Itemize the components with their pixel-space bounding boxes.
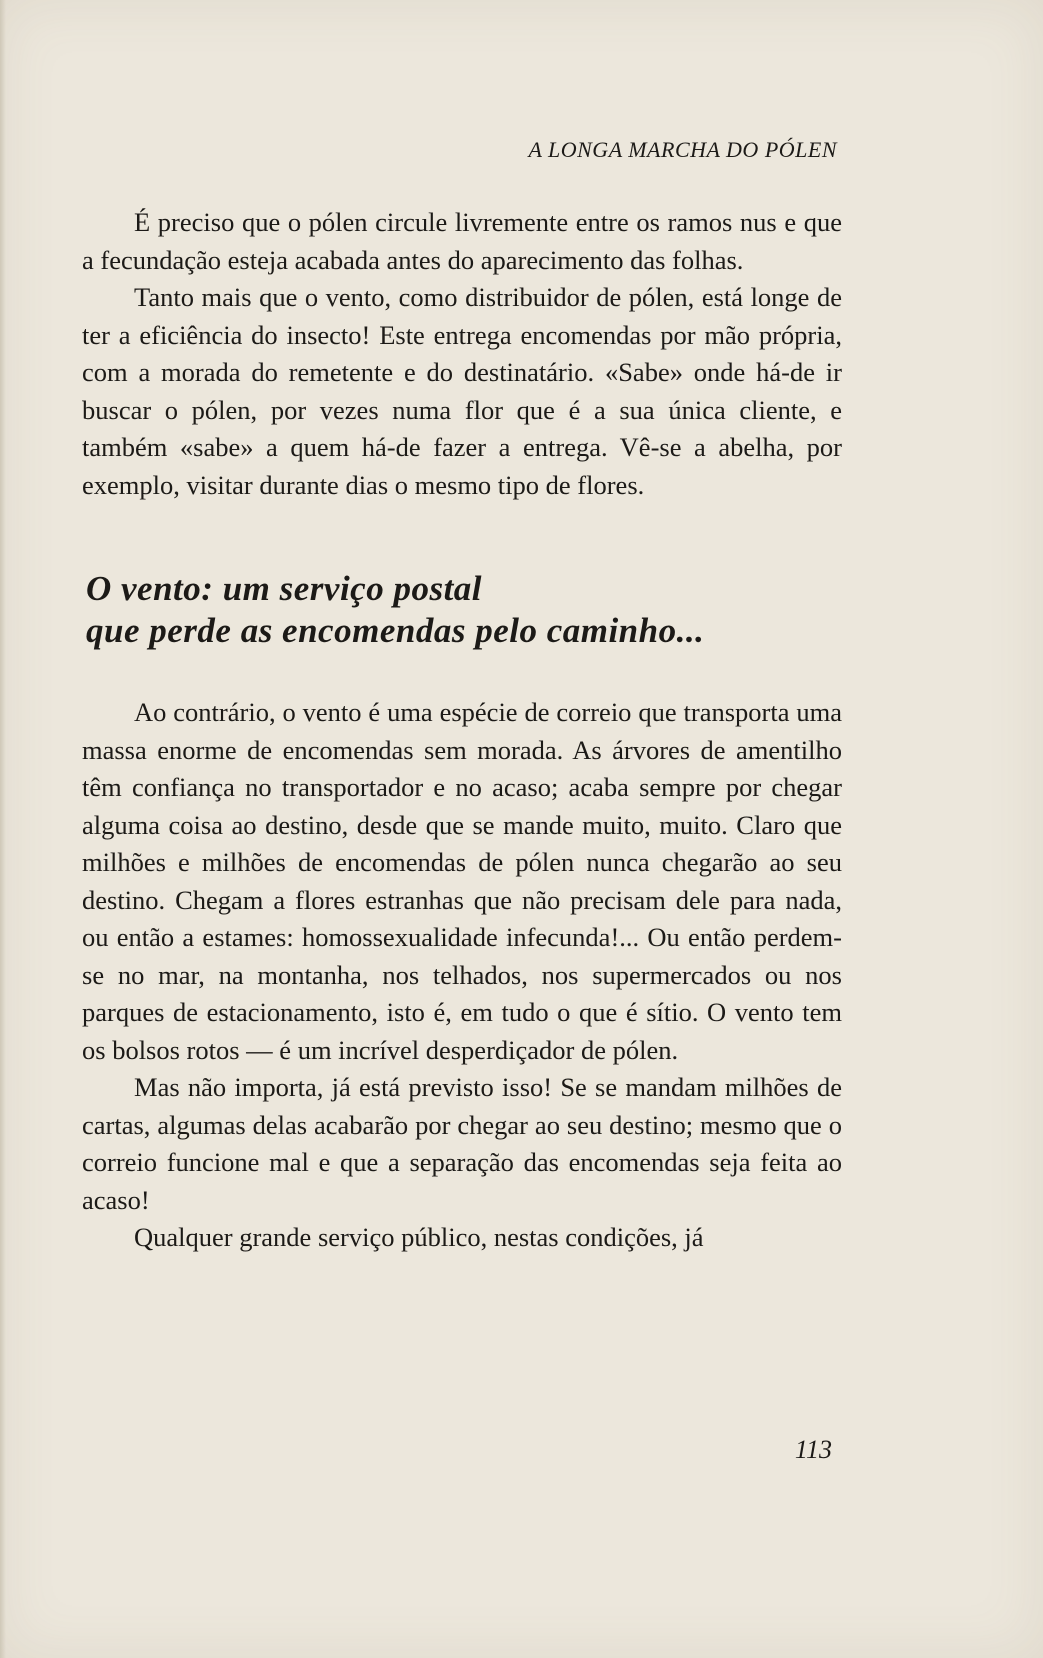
section-title-line-2: que perde as encomendas pelo caminho... bbox=[86, 611, 705, 650]
section-title bbox=[86, 568, 842, 652]
page-edge-shadow bbox=[0, 0, 6, 1658]
paragraph-correio: Ao contrário, o vento é uma espécie de correio que transporta uma massa enorme de encomendas sem morada. As árvores de amentilho têm confiança no transportador e no acaso; acaba sempre por chegar alguma coisa ao destino, desde que se mande muito, muito. Claro que milhões e milhões de encomendas de pólen nunca chegarão ao seu destino. Chegam a flores estranhas que não precisam dele para nada, ou então a estames: homossexualidade infecunda!... Ou então perdem-se no mar, na montanha, nos telhados, nos supermercados ou nos parques de estacionamento, isto é, em tudo o que é sítio. O vento tem os bolsos rotos — é um incrível desperdiçador de pólen. bbox=[82, 697, 842, 1065]
running-head: A LONGA MARCHA DO PÓLEN bbox=[528, 137, 837, 162]
paragraph-vento-distribuidor: Tanto mais que o vento, como distribuidor de pólen, está longe de ter a eficiência do insecto! Este entrega encomendas por mão própria, com a morada do remetente e do destinatário. «Sabe» onde há-de ir buscar o pólen, por vezes numa flor que é a sua única cliente, e também «sabe» a quem há-de fazer a entrega. Vê-se a abelha, por exemplo, visitar durante dias o mesmo tipo de flores. bbox=[82, 282, 842, 500]
paragraph-cartas: Mas não importa, já está previsto isso! Se se mandam milhões de cartas, algumas delas acabarão por chegar ao seu destino; mesmo que o correio funcione mal e que a separação das encomendas seja feita ao acaso! bbox=[82, 1072, 842, 1215]
page-body bbox=[82, 204, 842, 1257]
paragraph-servico-publico: Qualquer grande serviço público, nestas condições, já bbox=[134, 1222, 704, 1252]
section-title-line-1: O vento: um serviço postal bbox=[86, 569, 483, 608]
paragraph-fecundacao: É preciso que o pólen circule livremente entre os ramos nus e que a fecundação esteja acabada antes do aparecimento das folhas. bbox=[82, 207, 842, 275]
page-number: 113 bbox=[794, 1435, 832, 1464]
